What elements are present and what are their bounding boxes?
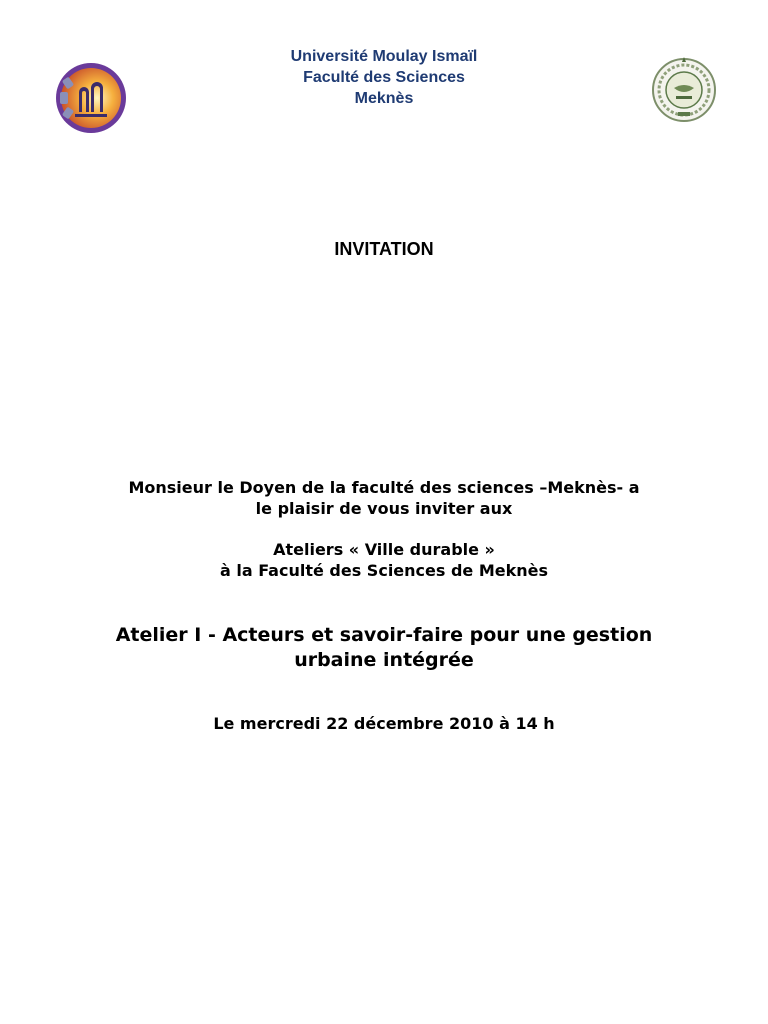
atelier-title-line: urbaine intégrée xyxy=(294,649,474,671)
intro-paragraph xyxy=(84,477,684,519)
atelier-title xyxy=(64,623,704,673)
document-title: INVITATION xyxy=(334,239,434,259)
event-date-text: Le mercredi 22 décembre 2010 à 14 h xyxy=(213,714,555,733)
institution-header xyxy=(234,46,534,109)
ateliers-paragraph xyxy=(84,539,684,581)
ateliers-line: à la Faculté des Sciences de Meknès xyxy=(219,561,549,580)
university-name: Université Moulay Ismaïl xyxy=(290,48,478,65)
city-name: Meknès xyxy=(354,90,414,107)
faculty-name: Faculté des Sciences xyxy=(303,69,465,86)
royal-emblem-logo xyxy=(648,52,720,124)
event-date xyxy=(84,713,684,734)
atelier-title-line: Atelier I - Acteurs et savoir-faire pour une gestion xyxy=(115,624,653,646)
intro-line: Monsieur le Doyen de la faculté des sciences –Meknès- a xyxy=(128,478,640,497)
university-logo xyxy=(55,62,127,134)
ateliers-line: Ateliers « Ville durable » xyxy=(273,540,495,559)
intro-line: le plaisir de vous inviter aux xyxy=(255,499,513,518)
